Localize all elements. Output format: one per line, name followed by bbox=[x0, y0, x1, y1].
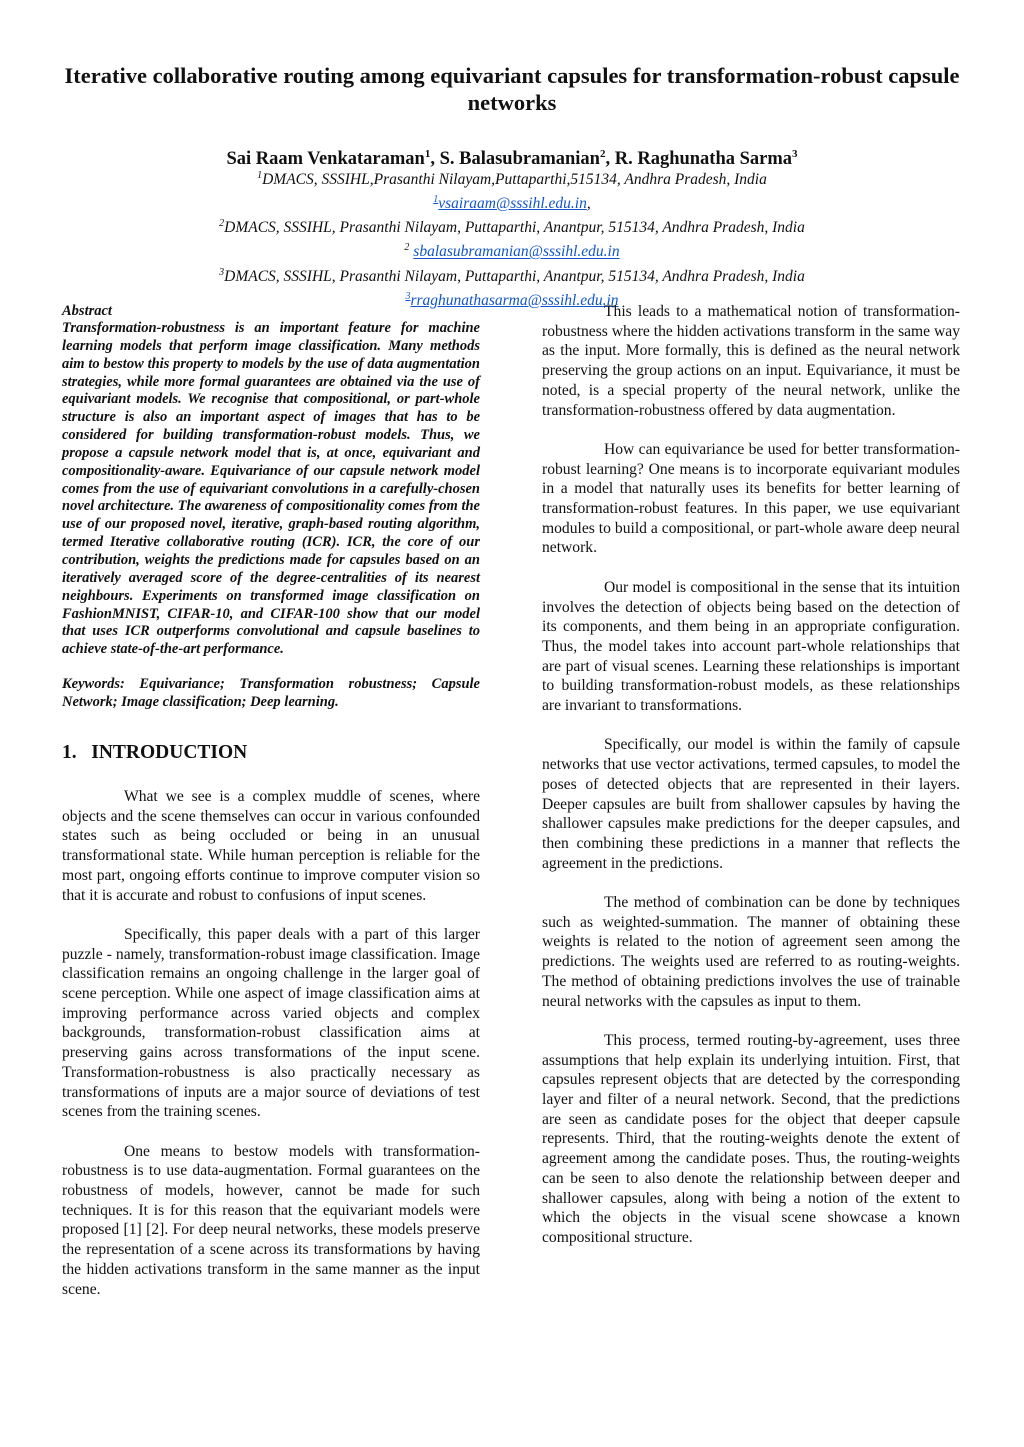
author-sup: 2 bbox=[599, 148, 606, 160]
affiliation-text: DMACS, SSSIHL,Prasanthi Nilayam,Puttaparthi,515134, Andhra Pradesh, India bbox=[262, 171, 767, 189]
email-sup: 1 bbox=[433, 194, 439, 206]
author-line: Sai Raam Venkataraman$^1$, S. Balasubramanian$^2$, R. Raghunatha Sarma$^3$ bbox=[226, 148, 798, 170]
author-name: R. Raghunatha Sarma bbox=[614, 149, 793, 170]
abstract-text: Transformation-robustness is an important feature for machine learning models that perform image classification. Many methods aim to bestow this property to models by the use of data augmentation strategies, while more formal guarantees are obtained via the use of equivariant models. We recognise that compositional, or part-whole structure is also an important aspect of images that has to be considered for building transformation-robust models. Thus, we propose a capsule network model that is, at once, equivariant and compositionality-aware. Equivariance of our capsule network model comes from the use of equivariant convolutions in a carefully-chosen novel architecture. The awareness of compositionality comes from the use of our proposed novel, iterative, graph-based routing algorithm, termed Iterative collaborative routing (ICR). ICR, the core of our contribution, weights the predictions made for capsules based on an iteratively averaged score of the degree-centralities of its nearest neighbours. Experiments on transformed image classification on FashionMNIST, CIFAR-10, and CIFAR-100 show that our model that uses ICR outperforms convolutional and capsule baselines to achieve state-of-the-art performance. bbox=[62, 320, 480, 658]
affiliation-line bbox=[60, 263, 964, 287]
author-name: Sai Raam Venkataraman bbox=[226, 149, 425, 170]
email-link[interactable]: sbalasubramanian@sssihl.edu.in bbox=[413, 243, 620, 261]
email-link[interactable]: vsairaam@sssihl.edu.in bbox=[438, 195, 587, 213]
paragraph: How can equivariance be used for better transformation-robust learning? One means is to incorporate equivariant modules in a model that naturally uses its benefits for better learning of transformation-robust features. In this paper, we use equivariant modules to build a compositional, or part-whole aware deep neural network. bbox=[542, 440, 960, 557]
affiliation-line bbox=[60, 166, 964, 190]
email-line bbox=[60, 190, 964, 214]
author-name: S. Balasubramanian bbox=[439, 149, 600, 170]
abstract-heading: Abstract bbox=[62, 303, 112, 319]
email-link[interactable]: rraghunathasarma@sssihl.edu.in bbox=[410, 291, 619, 309]
email-line bbox=[60, 238, 964, 262]
keywords: Keywords: Equivariance; Transformation robustness; Capsule Network; Image classification; Deep learning. bbox=[62, 676, 480, 711]
affiliation-text: DMACS, SSSIHL, Prasanthi Nilayam, Puttaparthi, Anantpur, 515134, Andhra Pradesh, India bbox=[224, 267, 805, 285]
section-heading: 1. INTRODUCTION bbox=[62, 742, 248, 764]
author-sup: 1 bbox=[424, 148, 431, 160]
affiliation-sup: 2 bbox=[219, 218, 225, 230]
email-suffix: , bbox=[586, 195, 591, 213]
email-sup: 2 bbox=[404, 242, 410, 254]
paragraph: Specifically, this paper deals with a part of this larger puzzle - namely, transformation-robust image classification. Image classification remains an ongoing challenge in the larger goal of scene perception. While one aspect of image classification aims at improving performance across varied objects and complex backgrounds, transformation-robust classification aims at preserving gains across transformations of the input scene. Transformation-robustness is also practically necessary as transformations of inputs are a major source of deviations of test scenes from the training scenes. bbox=[62, 925, 480, 1121]
paragraph: What we see is a complex muddle of scenes, where objects and the scene themselves can occur in various confounded states such as being occluded or being in an unusual transformational state. While human perception is reliable for the most part, ongoing efforts continue to improve computer vision so that it is accurate and robust to confusions of input scenes. bbox=[62, 788, 480, 904]
email-sup: 3 bbox=[405, 290, 411, 302]
affiliation-sup: 3 bbox=[219, 266, 225, 278]
author-sup: 3 bbox=[792, 148, 798, 160]
paragraph: Our model is compositional in the sense that its intuition involves the detection of objects being based on the detection of its components, and them being in an appropriate configuration. Thus, the model takes into account part-whole relationships that are part of visual scenes. Learning these relationships is important to building transformation-robust models, as these relationships are invariant to transformations. bbox=[542, 578, 960, 715]
paragraph: This leads to a mathematical notion of transformation-robustness where the hidden activations transform in the same way as the input. More formally, this is defined as the neural network preserving the group actions on an input. Equivariance, it must be noted, is a special property of the neural network, unlike the transformation-robustness offered by data augmentation. bbox=[542, 303, 960, 419]
paper-title: Iterative collaborative routing among equivariant capsules for transformation-robust capsule networks bbox=[64, 63, 960, 115]
affiliation-text: DMACS, SSSIHL, Prasanthi Nilayam, Puttaparthi, Anantpur, 515134, Andhra Pradesh, India bbox=[224, 219, 805, 237]
affiliations bbox=[60, 166, 964, 311]
right-column bbox=[542, 302, 960, 1267]
paragraph: One means to bestow models with transformation-robustness is to use data-augmentation. Formal guarantees on the robustness of models, however, cannot be made for such techniques. It is for this reason that the equivariant models were proposed [1] [2]. For deep neural networks, these models preserve the representation of a scene across its transformations by having the hidden activations transform in the same manner as the input scene. bbox=[62, 1142, 480, 1298]
affiliation-sup: 1 bbox=[257, 170, 263, 181]
affiliation-line bbox=[60, 214, 964, 238]
left-column bbox=[62, 302, 480, 1319]
paragraph: Specifically, our model is within the family of capsule networks that use vector activations, termed capsules, to model the poses of detected objects that are represented in their layers. Deeper capsules are built from shallower capsules by having the shallower capsules make predictions for the deeper capsules, and then combining these predictions in a manner that reflects the agreement in the predictions. bbox=[542, 736, 960, 872]
paragraph: This process, termed routing-by-agreement, uses three assumptions that help explain its underlying intuition. First, that capsules represent objects that are detected by the corresponding layer and filter of a neural network. Second, that the predictions are seen as candidate poses for the object that deeper capsule represents. Third, that the routing-weights denote the extent of agreement among the candidate poses. Thus, the routing-weights can be seen to also denote the relationship between deeper and shallower capsules, along with being a notion of the extent to which the objects in the visual scene showcase a known compositional structure. bbox=[542, 1031, 960, 1246]
paragraph: The method of combination can be done by techniques such as weighted-summation. The manner of obtaining these weights is related to the notion of agreement seen among the predictions. The weights used are referred to as routing-weights. The method of obtaining predictions involves the use of trainable neural networks with the capsules as input to them. bbox=[542, 894, 960, 1010]
